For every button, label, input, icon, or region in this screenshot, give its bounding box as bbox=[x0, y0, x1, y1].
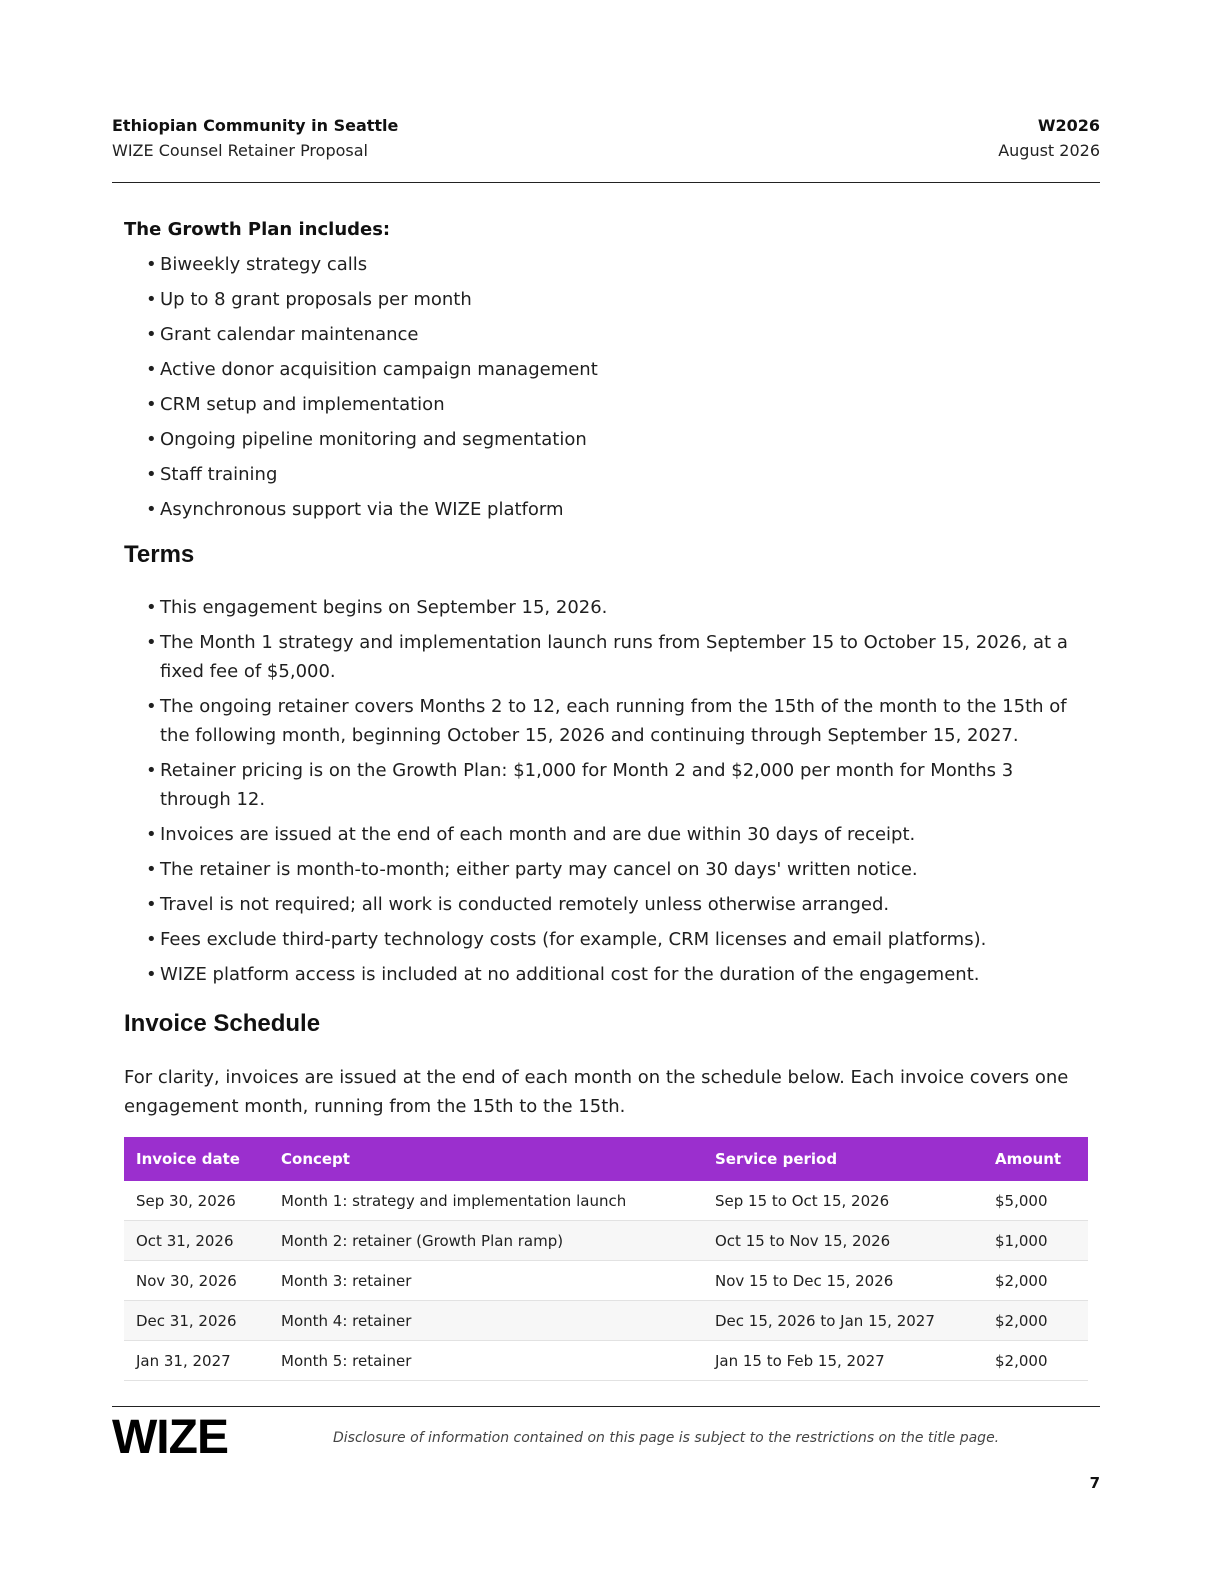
invoice-date-cell: Sep 30, 2026 bbox=[124, 1181, 269, 1221]
amount-cell: $5,000 bbox=[983, 1181, 1088, 1221]
footer-disclaimer: Disclosure of information contained on this page is subject to the restrictions on the title page. bbox=[333, 1430, 1000, 1446]
table-row bbox=[124, 1221, 1088, 1261]
list-item: • Fees exclude third-party technology costs (for example, CRM licenses and email platforms). bbox=[146, 925, 1088, 954]
list-item: • Ongoing pipeline monitoring and segmentation bbox=[146, 425, 1088, 454]
concept-cell: Month 2: retainer (Growth Plan ramp) bbox=[269, 1221, 703, 1261]
header-right bbox=[998, 114, 1100, 164]
service-period-cell: Oct 15 to Nov 15, 2026 bbox=[703, 1221, 983, 1261]
table-row bbox=[124, 1341, 1088, 1381]
document-date: August 2026 bbox=[998, 141, 1100, 160]
column-header-service-period: Service period bbox=[703, 1137, 983, 1181]
page-number: 7 bbox=[1089, 1474, 1100, 1492]
list-item: • The ongoing retainer covers Months 2 to 12, each running from the 15th of the month to the 15th of the following month, beginning October 15, 2026 and continuing through September 15, 2027. bbox=[146, 692, 1088, 750]
document-code: W2026 bbox=[1037, 116, 1100, 135]
wize-logo: WIZE bbox=[112, 1411, 228, 1464]
document-title: WIZE Counsel Retainer Proposal bbox=[112, 141, 368, 160]
invoice-table bbox=[124, 1137, 1088, 1381]
list-item: • The retainer is month-to-month; either party may cancel on 30 days' written notice. bbox=[146, 855, 1088, 884]
invoice-date-cell: Dec 31, 2026 bbox=[124, 1301, 269, 1341]
list-item: • Up to 8 grant proposals per month bbox=[146, 285, 1088, 314]
concept-cell: Month 3: retainer bbox=[269, 1261, 703, 1301]
table-header-row bbox=[124, 1137, 1088, 1181]
list-item: • CRM setup and implementation bbox=[146, 390, 1088, 419]
list-item: • WIZE platform access is included at no additional cost for the duration of the engagement. bbox=[146, 960, 1088, 989]
column-header-amount: Amount bbox=[983, 1137, 1088, 1181]
list-item: • Grant calendar maintenance bbox=[146, 320, 1088, 349]
invoice-schedule-intro: For clarity, invoices are issued at the end of each month on the schedule below. Each invoice covers one engagement month, running from the 15th to the 15th. bbox=[124, 1067, 1069, 1117]
table-row bbox=[124, 1301, 1088, 1341]
list-item: • Invoices are issued at the end of each month and are due within 30 days of receipt. bbox=[146, 820, 1088, 849]
invoice-date-cell: Nov 30, 2026 bbox=[124, 1261, 269, 1301]
list-item: • Active donor acquisition campaign management bbox=[146, 355, 1088, 384]
service-period-cell: Dec 15, 2026 to Jan 15, 2027 bbox=[703, 1301, 983, 1341]
invoice-schedule-heading: Invoice Schedule bbox=[124, 1010, 321, 1037]
terms-list bbox=[124, 593, 1088, 989]
list-item: • Retainer pricing is on the Growth Plan: $1,000 for Month 2 and $2,000 per month for Months 3 through 12. bbox=[146, 756, 1088, 814]
organization-name: Ethiopian Community in Seattle bbox=[112, 116, 399, 135]
amount-cell: $1,000 bbox=[983, 1221, 1088, 1261]
growth-plan-lead: The Growth Plan includes: bbox=[124, 219, 391, 240]
amount-cell: $2,000 bbox=[983, 1261, 1088, 1301]
column-header-concept: Concept bbox=[269, 1137, 703, 1181]
terms-heading: Terms bbox=[124, 541, 195, 568]
concept-cell: Month 4: retainer bbox=[269, 1301, 703, 1341]
list-item: • This engagement begins on September 15, 2026. bbox=[146, 593, 1088, 622]
amount-cell: $2,000 bbox=[983, 1301, 1088, 1341]
concept-cell: Month 5: retainer bbox=[269, 1341, 703, 1381]
list-item: • Biweekly strategy calls bbox=[146, 250, 1088, 279]
growth-plan-list bbox=[124, 250, 1088, 524]
list-item: • The Month 1 strategy and implementation launch runs from September 15 to October 15, 2026, at a fixed fee of $5,000. bbox=[146, 628, 1088, 686]
invoice-date-cell: Jan 31, 2027 bbox=[124, 1341, 269, 1381]
service-period-cell: Jan 15 to Feb 15, 2027 bbox=[703, 1341, 983, 1381]
page-header bbox=[112, 114, 1100, 164]
table-row bbox=[124, 1261, 1088, 1301]
service-period-cell: Sep 15 to Oct 15, 2026 bbox=[703, 1181, 983, 1221]
footer-divider bbox=[112, 1406, 1100, 1407]
header-divider bbox=[112, 182, 1100, 183]
list-item: • Travel is not required; all work is conducted remotely unless otherwise arranged. bbox=[146, 890, 1088, 919]
column-header-invoice-date: Invoice date bbox=[124, 1137, 269, 1181]
concept-cell: Month 1: strategy and implementation launch bbox=[269, 1181, 703, 1221]
header-left bbox=[112, 114, 398, 164]
page-content bbox=[124, 215, 1088, 1381]
service-period-cell: Nov 15 to Dec 15, 2026 bbox=[703, 1261, 983, 1301]
list-item: • Staff training bbox=[146, 460, 1088, 489]
amount-cell: $2,000 bbox=[983, 1341, 1088, 1381]
table-row bbox=[124, 1181, 1088, 1221]
invoice-date-cell: Oct 31, 2026 bbox=[124, 1221, 269, 1261]
list-item: • Asynchronous support via the WIZE platform bbox=[146, 495, 1088, 524]
